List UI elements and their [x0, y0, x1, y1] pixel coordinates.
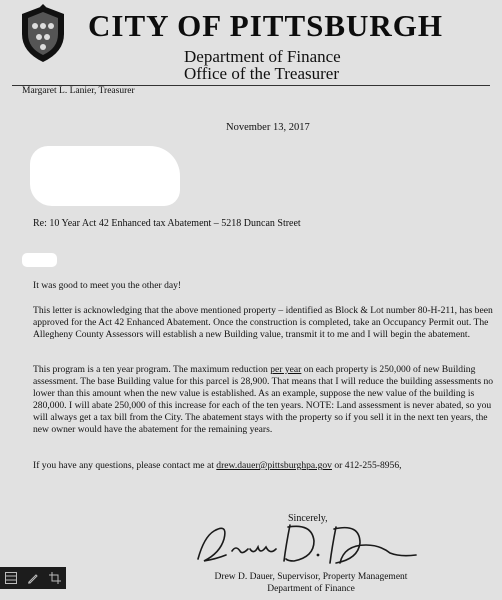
program-text-end: on each property is 250,000 of new Building assessment. The base Building value for this parcel is 28,900. That means that I will reduce the building assessments no lower than this amount when the new value is established. As an example, suppose the new value of the building is 280,000. I will abate 250,000 of this increase for each of the ten years. NOTE: Land assessment is never abated, so you will always get a tax bill from the City. The abatement stays with the property so if you sell it in the next ten years, the new owner would have the abatement for the remaining years. — [33, 364, 494, 435]
greeting-paragraph: It was good to meet you the other day! — [33, 280, 182, 291]
program-text-start: This program is a ten year program. The maximum reduction — [33, 364, 271, 375]
redacted-address-block — [30, 146, 180, 206]
letterhead-title: CITY OF PITTSBURGH — [88, 8, 444, 43]
letter-subject: Re: 10 Year Act 42 Enhanced tax Abatement – 5218 Duncan Street — [33, 218, 301, 229]
program-paragraph — [33, 364, 496, 436]
contact-paragraph — [33, 460, 496, 472]
treasurer-name: Margaret L. Lanier, Treasurer — [22, 86, 135, 96]
closing: Sincerely, — [288, 513, 328, 524]
department-name: Department of Finance — [184, 47, 341, 66]
signer-name: Drew D. Dauer, Supervisor, Property Management — [214, 572, 408, 582]
redacted-salutation — [22, 253, 57, 267]
handwritten-signature — [190, 515, 420, 570]
approval-paragraph: This letter is acknowledging that the above mentioned property – identified as Block & Lot number 80-H-211, has been approved for the Act 42 Enhanced Abatement. Once the construction is completed, take an Occupancy Permit out. The Allegheny County Assessors will establish a new Building value, transmit it to me and I will begin the abatement. — [33, 305, 493, 340]
office-name: Office of the Treasurer — [184, 64, 340, 83]
contact-text-start: If you have any questions, please contact me at — [33, 460, 217, 471]
contact-phone: or 412-255-8956, — [331, 460, 402, 471]
signer-department: Department of Finance — [267, 584, 355, 594]
crop-icon[interactable] — [47, 570, 63, 586]
letter-date: November 13, 2017 — [226, 122, 310, 133]
program-text-underlined: per year — [270, 364, 302, 375]
city-seal-logo — [18, 4, 68, 64]
grid-icon[interactable] — [3, 570, 19, 586]
contact-email-link[interactable]: drew.dauer@pittsburghpa.gov — [216, 460, 332, 471]
viewer-toolbar — [0, 567, 66, 589]
pen-icon[interactable] — [25, 570, 41, 586]
